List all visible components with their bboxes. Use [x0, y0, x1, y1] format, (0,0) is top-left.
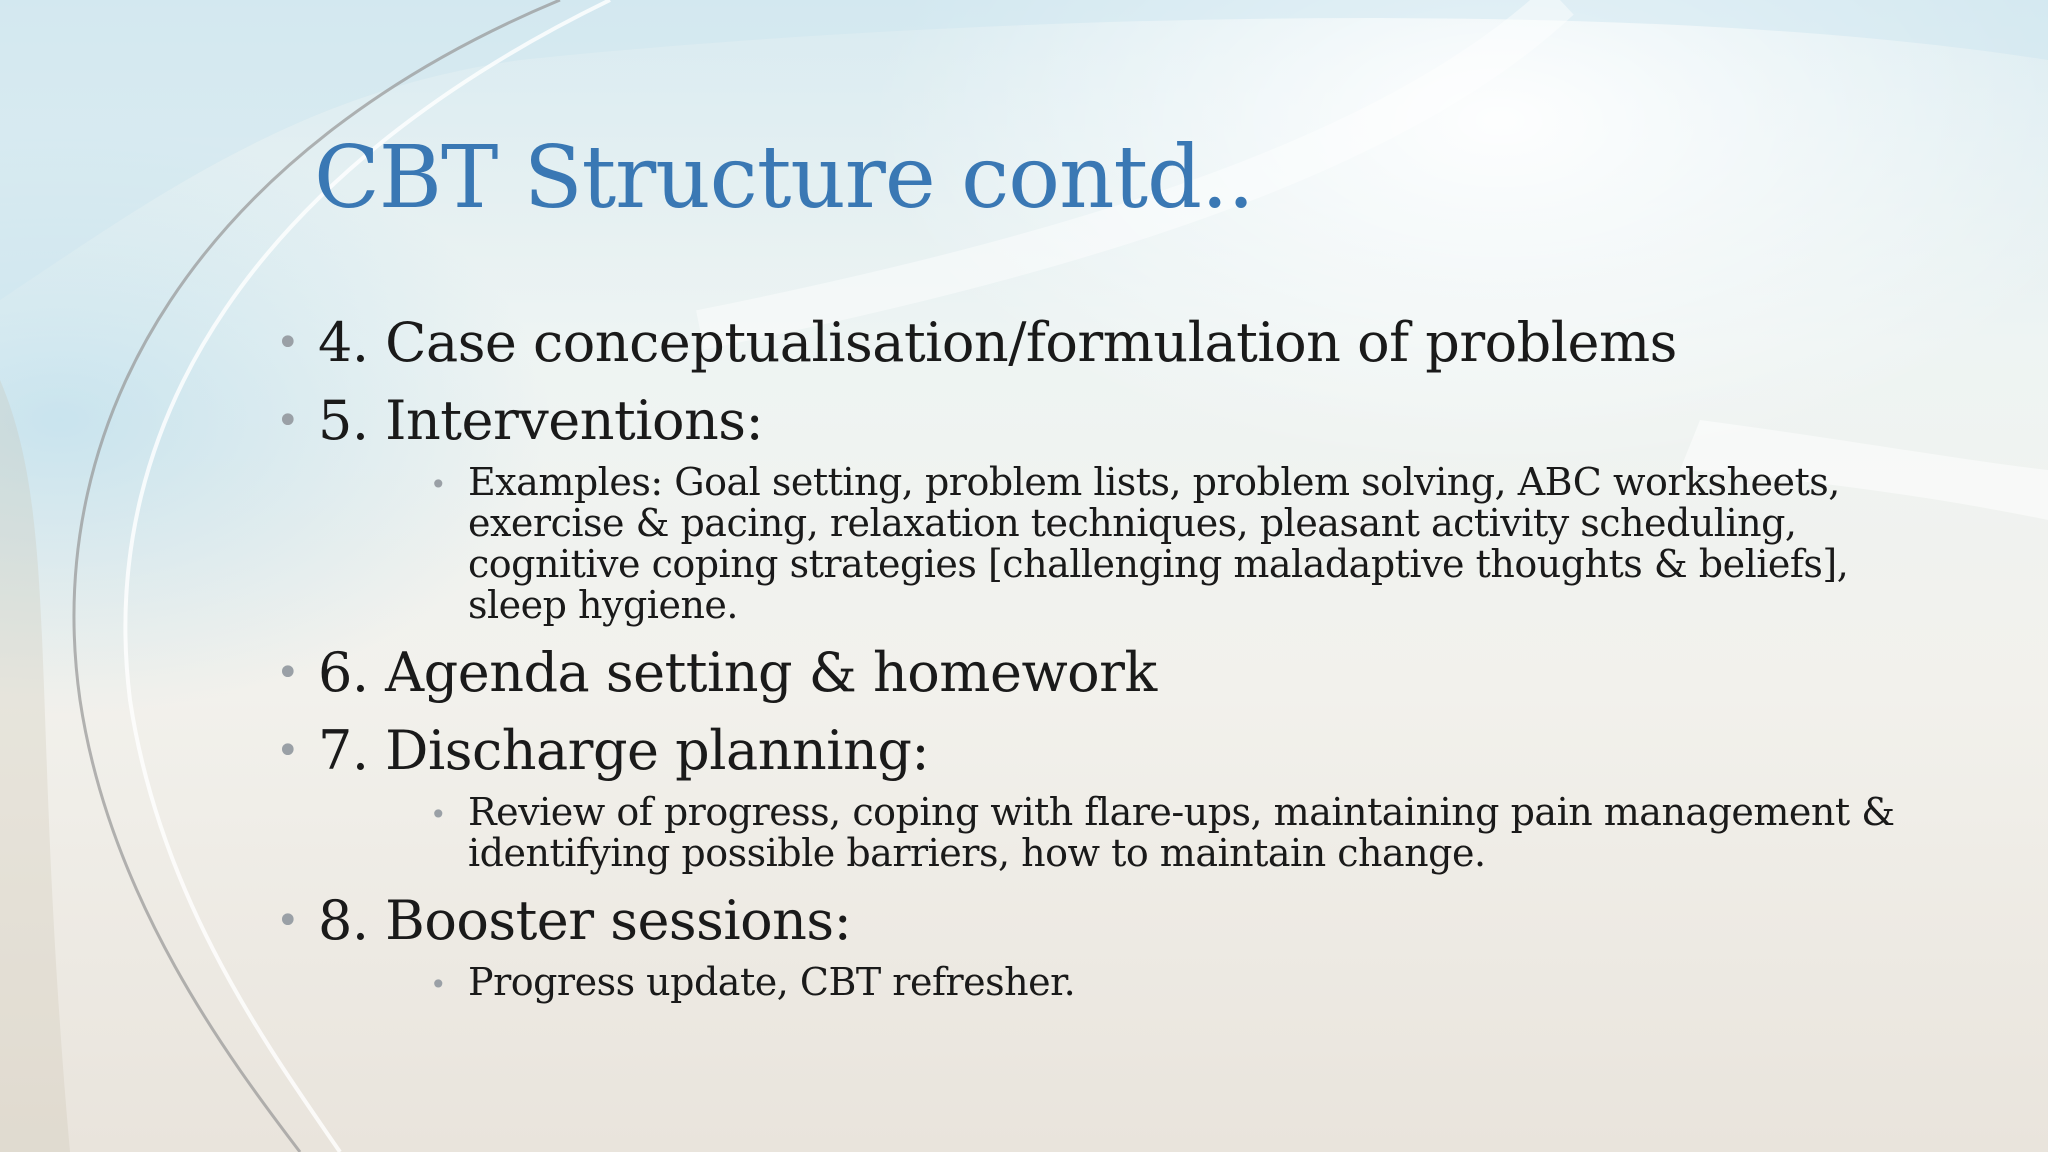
sub-bullet-item [430, 462, 1908, 626]
bullet-text: 6. Agenda setting & homework [318, 641, 1157, 704]
bullet-item [276, 634, 1916, 712]
slide-title: CBT Structure contd.. [314, 128, 1254, 228]
bullet-icon: • [430, 968, 447, 1001]
sub-bullet-text: Progress update, CBT refresher. [468, 960, 1076, 1004]
bullet-icon: • [276, 650, 300, 696]
bullet-item [276, 382, 1916, 460]
bullet-text: 5. Interventions: [318, 389, 764, 452]
sub-bullet-item [430, 792, 1908, 874]
sub-bullet-text: Examples: Goal setting, problem lists, problem solving, ABC worksheets, exercise & pacing, relaxation techniques, pleasant activity scheduling, cognitive coping strategies [challenging maladaptive thoughts & beliefs], sleep hygiene. [468, 460, 1849, 627]
bullet-icon: • [276, 728, 300, 774]
bullet-item [276, 712, 1916, 790]
bullet-text: 7. Discharge planning: [318, 719, 930, 782]
bullet-icon: • [276, 898, 300, 944]
sub-bullet-text: Review of progress, coping with flare-ups, maintaining pain management & identifying possible barriers, how to maintain change. [468, 790, 1895, 875]
bullet-item [276, 304, 1916, 382]
bullet-list [276, 304, 1916, 1011]
bullet-icon: • [276, 398, 300, 444]
bullet-text: 4. Case conceptualisation/formulation of problems [318, 311, 1677, 374]
bullet-item [276, 882, 1916, 960]
sub-bullet-item [430, 962, 1908, 1003]
bullet-text: 8. Booster sessions: [318, 889, 852, 952]
bullet-icon: • [430, 468, 447, 501]
bullet-icon: • [430, 798, 447, 831]
bullet-icon: • [276, 320, 300, 366]
